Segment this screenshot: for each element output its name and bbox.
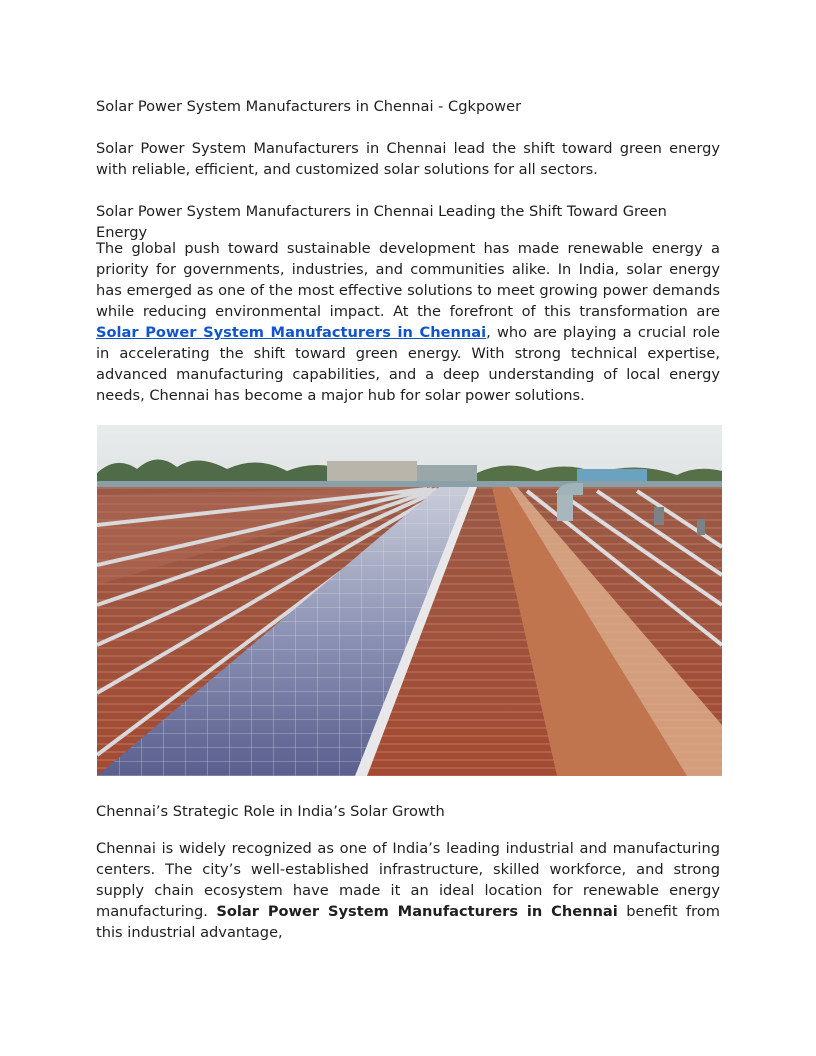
para2-text-before: Chennai is widely recognized as one of India’s leading industrial and manufacturing centers. The city’s well-established infrastructure, skilled workforce, and strong supply chain ecosystem have made it an ideal location for renewable energy manufacturing. [96,840,720,920]
para2-bold-phrase: Solar Power System Manufacturers in Chennai [216,903,618,920]
para1-text-after: , who are playing a crucial role in accelerating the shift toward green energy. With strong technical expertise, advanced manufacturing capabilities, and a deep understanding of local energy needs, Chennai has become a major hub for solar power solutions. [96,324,720,404]
solar-rooftop-photo [97,425,722,776]
body-paragraph-2 [96,838,720,943]
para2-text-after: benefit from this industrial advantage, [96,903,720,941]
section-heading-green-energy: Solar Power System Manufacturers in Chennai Leading the Shift Toward Green Energy [96,203,667,241]
intro-paragraph: Solar Power System Manufacturers in Chennai lead the shift toward green energy with reliable, efficient, and customized solar solutions for all sectors. [96,140,720,178]
body-paragraph-1 [96,238,720,406]
para1-text-before: The global push toward sustainable development has made renewable energy a priority for governments, industries, and communities alike. In India, solar energy has emerged as one of the most effective solutions to meet growing power demands while reducing environmental impact. At the forefront of this transformation are [96,240,720,320]
solar-manufacturers-link[interactable]: Solar Power System Manufacturers in Chennai [96,324,487,341]
section-heading-chennai-role: Chennai’s Strategic Role in India’s Solar Growth [96,803,445,820]
document-title: Solar Power System Manufacturers in Chennai - Cgkpower [96,98,522,115]
